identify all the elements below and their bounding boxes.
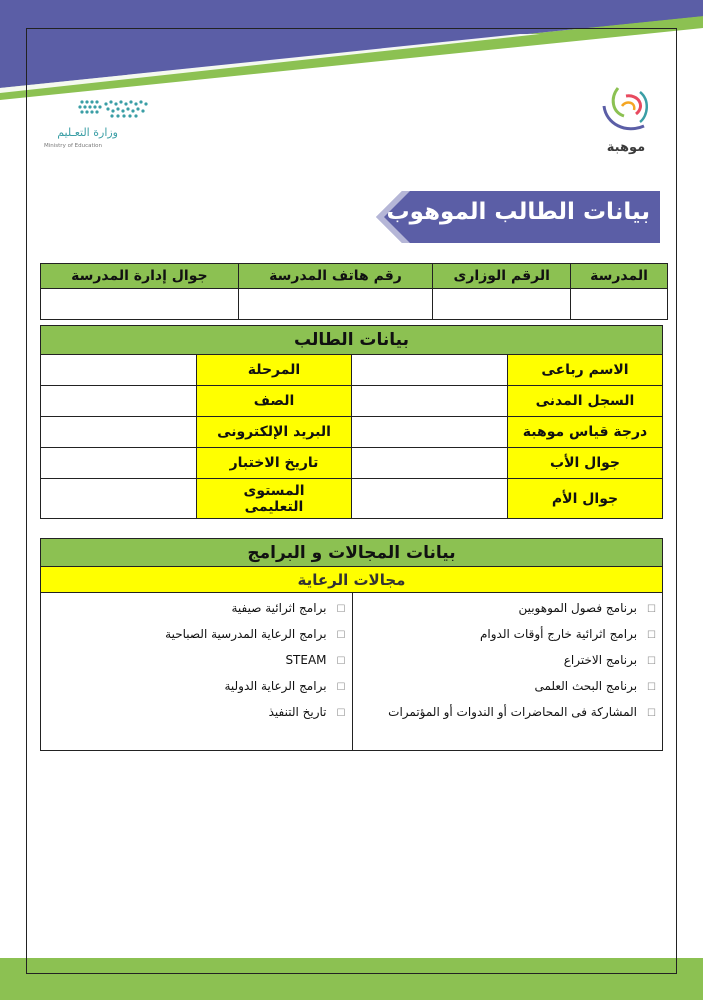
- education-level-label: [197, 479, 352, 519]
- list-item[interactable]: [359, 700, 657, 726]
- email-field[interactable]: [41, 417, 197, 448]
- checkbox-icon[interactable]: ☐: [336, 708, 346, 719]
- ministry-number-field[interactable]: [433, 289, 571, 320]
- checkbox-icon[interactable]: ☐: [336, 630, 346, 641]
- mother-mobile-label: جوال الأم: [508, 479, 663, 519]
- civil-record-label: السجل المدنى: [508, 386, 663, 417]
- ministry-name-en: Ministry of Education: [44, 143, 103, 149]
- stage-label: المرحلة: [197, 355, 352, 386]
- school-info-table: [40, 263, 668, 320]
- program-label: المشاركة فى المحاضرات أو الندوات أو المؤتمرات: [388, 705, 638, 719]
- test-date-field[interactable]: [41, 448, 197, 479]
- program-label: برامج اثرائية صيفية: [231, 601, 327, 615]
- checkbox-icon[interactable]: ☐: [647, 630, 656, 641]
- list-item[interactable]: [47, 648, 346, 674]
- school-phone-field[interactable]: [238, 289, 433, 320]
- programs-table: [40, 538, 663, 751]
- ministry-number-header: الرقم الوزارى: [433, 264, 571, 289]
- ministry-name-ar: وزارة التعـليم: [57, 126, 118, 139]
- program-label: برنامج البحث العلمى: [534, 679, 638, 693]
- program-label: STEAM: [285, 653, 327, 667]
- education-level-line2: التعليمى: [244, 498, 304, 515]
- top-purple-band: [0, 0, 703, 28]
- checkbox-icon[interactable]: ☐: [336, 656, 346, 667]
- school-header: المدرسة: [571, 264, 668, 289]
- page-title: بيانات الطالب الموهوب: [386, 199, 650, 225]
- programs-table-caption: بيانات المجالات و البرامج: [41, 539, 663, 567]
- student-table-caption: بيانات الطالب: [41, 326, 663, 355]
- checkbox-icon[interactable]: ☐: [336, 604, 346, 615]
- program-label: برامج الرعاية المدرسية الصباحية: [165, 627, 327, 641]
- father-mobile-field[interactable]: [352, 448, 508, 479]
- list-item[interactable]: [47, 596, 346, 622]
- list-item[interactable]: [359, 674, 657, 700]
- mawhiba-name: موهبة: [606, 140, 646, 155]
- program-label: تاريخ التنفيذ: [268, 705, 327, 719]
- checkbox-icon[interactable]: ☐: [336, 682, 346, 693]
- checkbox-icon[interactable]: ☐: [647, 656, 656, 667]
- admin-mobile-field[interactable]: [41, 289, 239, 320]
- title-banner: [376, 191, 660, 243]
- full-name-field[interactable]: [352, 355, 508, 386]
- mawhiba-emblem-icon: [596, 78, 660, 140]
- grade-label: الصف: [197, 386, 352, 417]
- mother-mobile-field[interactable]: [352, 479, 508, 519]
- mawhiba-logo: [596, 78, 660, 160]
- program-label: برنامج فصول الموهوبين: [518, 601, 638, 615]
- checkbox-icon[interactable]: ☐: [647, 604, 656, 615]
- grade-field[interactable]: [41, 386, 197, 417]
- program-label: برامج اثرائية خارج أوقات الدوام: [480, 627, 638, 641]
- education-level-line1: المستوى: [243, 482, 305, 499]
- care-fields-subcaption: مجالات الرعاية: [41, 567, 663, 593]
- school-field[interactable]: [571, 289, 668, 320]
- student-info-table: [40, 325, 663, 519]
- list-item[interactable]: [359, 648, 657, 674]
- list-item[interactable]: [47, 700, 346, 726]
- programs-right-column: [352, 593, 663, 751]
- mawhiba-score-label: درجة قياس موهبة: [508, 417, 663, 448]
- list-item[interactable]: [359, 596, 657, 622]
- civil-record-field[interactable]: [352, 386, 508, 417]
- father-mobile-label: جوال الأب: [508, 448, 663, 479]
- ministry-dots-icon: [44, 96, 154, 126]
- admin-mobile-header: جوال إدارة المدرسة: [41, 264, 239, 289]
- program-label: برامج الرعاية الدولية: [224, 679, 327, 693]
- checkbox-icon[interactable]: ☐: [647, 708, 656, 719]
- education-level-field[interactable]: [41, 479, 197, 519]
- checkbox-icon[interactable]: ☐: [647, 682, 656, 693]
- program-label: برنامج الاختراع: [563, 653, 638, 667]
- email-label: البريد الإلكترونى: [197, 417, 352, 448]
- stage-field[interactable]: [41, 355, 197, 386]
- ministry-logo: [44, 96, 154, 156]
- list-item[interactable]: [359, 622, 657, 648]
- mawhiba-score-field[interactable]: [352, 417, 508, 448]
- school-phone-header: رقم هاتف المدرسة: [238, 264, 433, 289]
- list-item[interactable]: [47, 622, 346, 648]
- programs-left-column: [41, 593, 353, 751]
- list-item[interactable]: [47, 674, 346, 700]
- full-name-label: الاسم رباعى: [508, 355, 663, 386]
- test-date-label: تاريخ الاختبار: [197, 448, 352, 479]
